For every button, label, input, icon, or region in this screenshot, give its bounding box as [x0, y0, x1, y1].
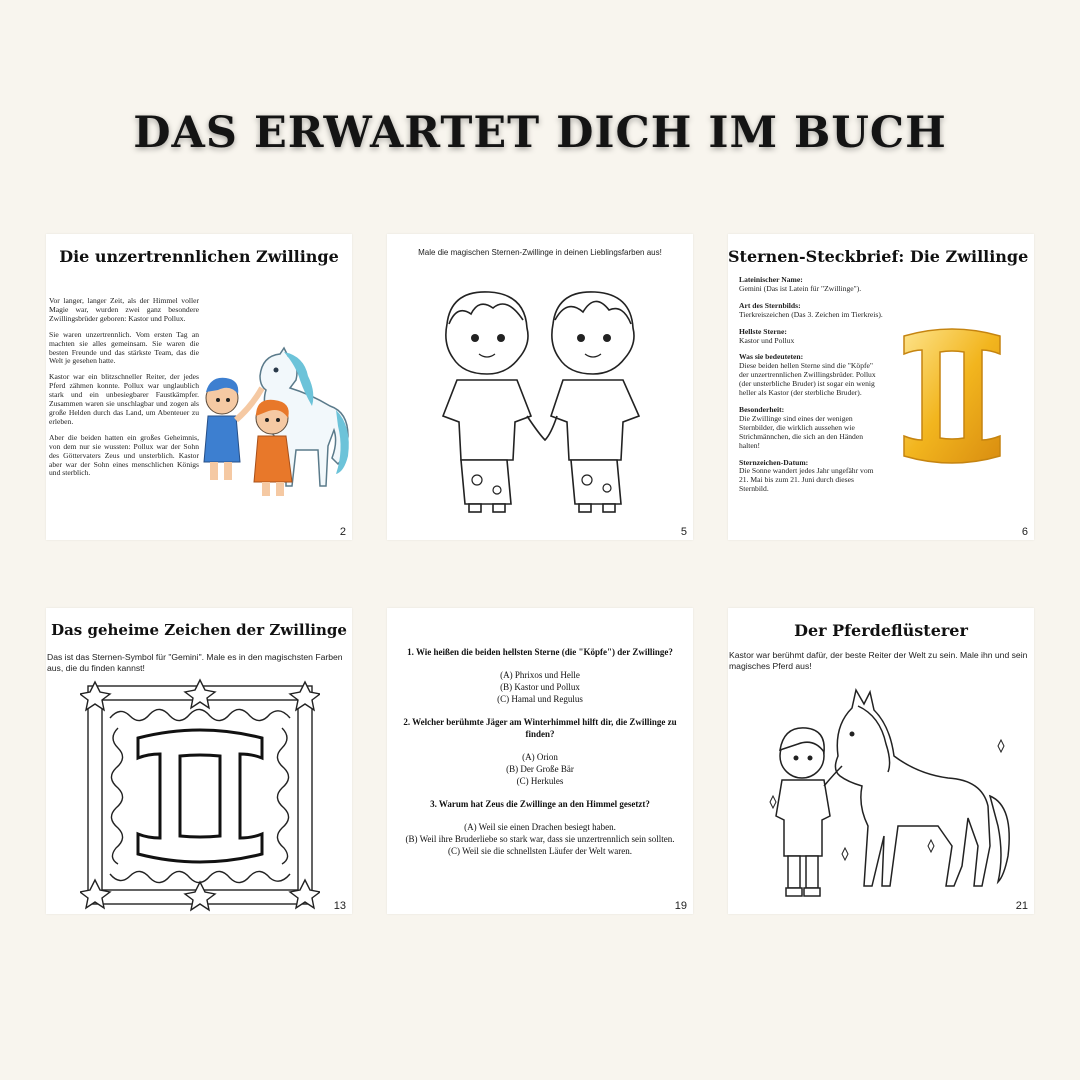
fact-item: Lateinischer Name: Gemini (Das ist Latein für "Zwillinge"). — [739, 275, 862, 293]
fact-sheet — [739, 276, 884, 502]
page-thumbnail-2[interactable] — [46, 234, 352, 540]
page-title: Der Pferdeflüsterer — [794, 621, 968, 640]
page-title: Das geheime Zeichen der Zwillinge — [51, 621, 347, 639]
page-thumbnail-13[interactable] — [46, 608, 352, 914]
twins-with-horse-illustration — [200, 346, 352, 506]
twins-holding-hands-coloring — [427, 284, 657, 524]
story-text — [49, 297, 199, 485]
fact-item: Sternzeichen-Datum: Die Sonne wandert jedes Jahr ungefähr vom 21. Mai bis zum 21. Juni durch dieses Sternbild. — [739, 457, 874, 494]
page-title: Sternen-Steckbrief: Die Zwillinge — [728, 247, 1029, 266]
page-thumbnail-21[interactable] — [728, 608, 1034, 914]
fact-item: Art des Sternbilds: Tierkreiszeichen (Das 3. Zeichen im Tierkreis). — [739, 300, 883, 319]
paragraph: Aber die beiden hatten ein großes Geheimnis, von dem nur sie wussten: Pollux war der Sohn des Göttervaters Zeus und unsterblich. Kastor aber war der Sohn eines menschlichen Königs und sterblich. — [49, 432, 199, 478]
page-caption: Kastor war berühmt dafür, der beste Reiter der Welt zu sein. Male ihn und sein magisches Pferd aus! — [729, 650, 1028, 671]
page-caption: Male die magischen Sternen-Zwillinge in deinen Lieblingsfarben aus! — [418, 248, 662, 257]
page-number: 13 — [333, 900, 346, 912]
fact-item: Besonderheit: Die Zwillinge sind eines der wenigen Sternbilder, die wirklich aussehen wie Strichmännchen, die sich an den Händen halten! — [739, 404, 863, 450]
page-number: 19 — [674, 900, 687, 912]
page-thumbnail-5[interactable] — [387, 234, 693, 540]
page-caption: Das ist das Sternen-Symbol für "Gemini". Male es in den magischsten Farben aus, die du finden kannst! — [47, 652, 343, 673]
quiz-answers: (A) Phrixos und Helle (B) Kastor und Pollux (C) Hamal und Regulus — [497, 670, 583, 704]
page-number: 2 — [339, 526, 346, 538]
page-thumbnail-6[interactable] — [728, 234, 1034, 540]
golden-gemini-symbol — [900, 328, 1004, 464]
page-number: 21 — [1015, 900, 1028, 912]
page-number: 5 — [680, 526, 687, 538]
page-thumbnail-19[interactable] — [387, 608, 693, 914]
fact-item: Was sie bedeuteten: Diese beiden hellen Sterne sind die "Köpfe" der unzertrennlichen Zwillingsbrüder. Pollux (der unsterbliche Bruder) ist sogar ein wenig heller als Kastor (der sterbliche Bruder). — [739, 352, 876, 398]
quiz-question: 1. Wie heißen die beiden hellsten Sterne (die "Köpfe") der Zwillinge? — [407, 647, 673, 657]
quiz — [387, 646, 693, 868]
quiz-question: 2. Welcher berühmte Jäger am Winterhimmel hilft dir, die Zwillinge zu finden? — [403, 717, 677, 739]
quiz-answers: (A) Orion (B) Der Große Bär (C) Herkules — [506, 752, 574, 786]
boy-with-horse-coloring — [768, 686, 1018, 912]
fact-item: Hellste Sterne: Kastor und Pollux — [739, 326, 795, 345]
quiz-answers: (A) Weil sie einen Drachen besiegt haben. (B) Weil ihre Bruderliebe so stark war, dass sie unzertrennlich sein sollten. (C) Weil sie die schnellsten Läufer der Welt waren. — [405, 822, 675, 856]
headline: DAS ERWARTET DICH IM BUCH — [133, 108, 947, 158]
gemini-symbol-coloring-frame — [80, 678, 320, 912]
paragraph: Kastor war ein blitzschneller Reiter, der jedes Pferd zähmen konnte. Pollux war unglaublich stark und ein unbesiegbarer Faustkämpfer. Zusammen waren sie unschlagbar und zogen als große Helden durch das Land, um Abenteuer zu erleben. — [49, 372, 199, 426]
page-number: 6 — [1021, 526, 1028, 538]
paragraph: Vor langer, langer Zeit, als der Himmel voller Magie war, wurden zwei ganz besondere Zwillingsbrüder geboren: Kastor und Pollux. — [49, 296, 199, 323]
page-title: Die unzertrennlichen Zwillinge — [59, 247, 339, 266]
paragraph: Sie waren unzertrennlich. Vom ersten Tag an machten sie alles gemeinsam. Sie waren die besten Freunde und das stärkste Team, das die Welt je gesehen hatte. — [49, 329, 199, 366]
quiz-question: 3. Warum hat Zeus die Zwillinge an den Himmel gesetzt? — [430, 799, 650, 809]
